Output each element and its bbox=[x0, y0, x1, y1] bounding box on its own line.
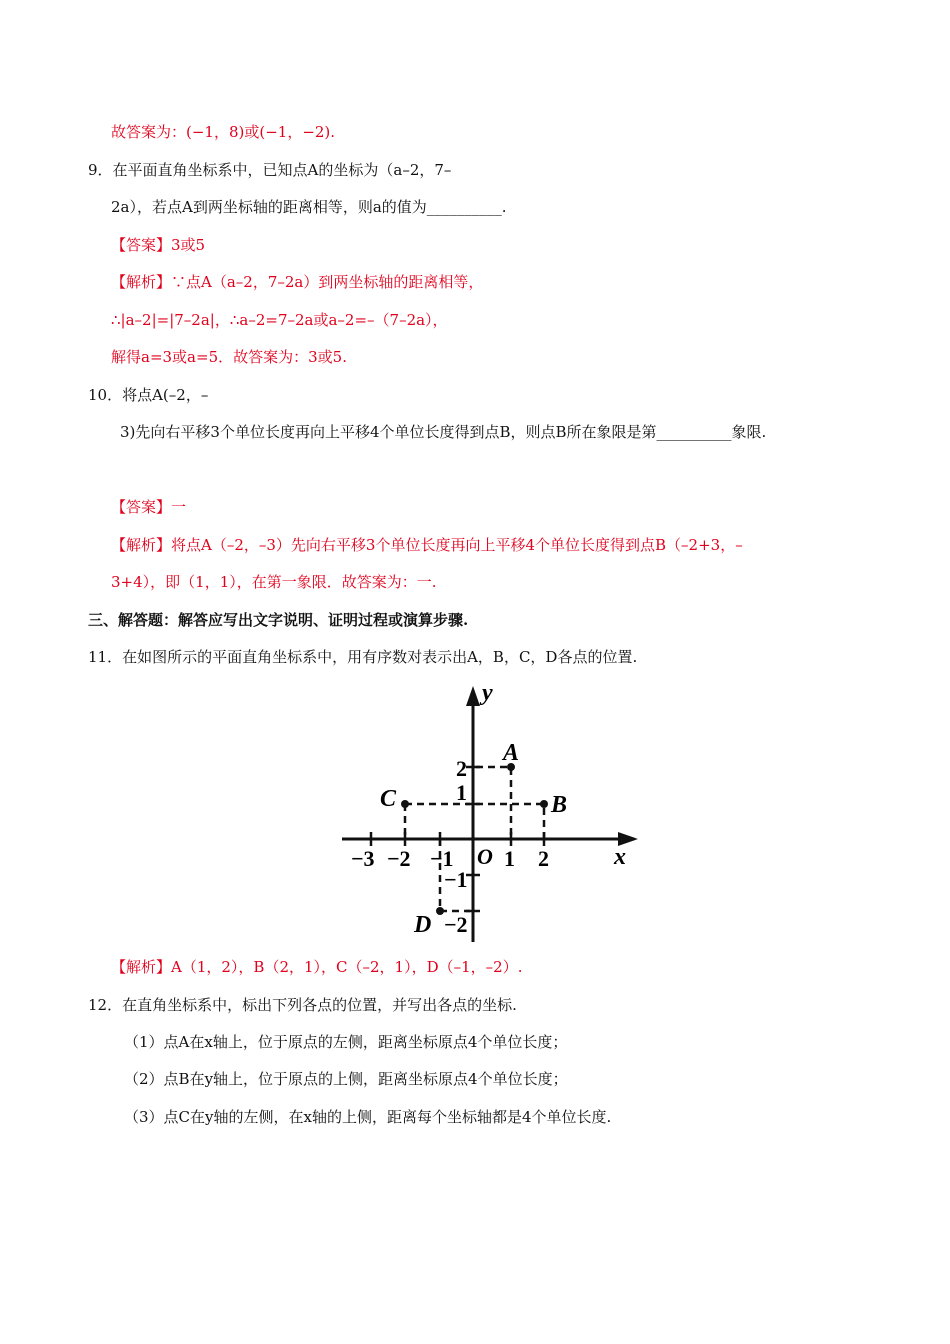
x-tick-label: 2 bbox=[538, 846, 549, 871]
point-b-label: B bbox=[551, 792, 568, 818]
x-tick-label: −2 bbox=[387, 846, 411, 871]
point-b bbox=[540, 800, 548, 808]
point-d-label: D bbox=[414, 912, 432, 938]
dashed-guide-c bbox=[405, 804, 470, 839]
y-axis-label: y bbox=[482, 680, 493, 706]
point-a-label: A bbox=[503, 740, 520, 766]
question-9: 9．在平面直角坐标系中，已知点A的坐标为（a–2，7– bbox=[88, 161, 452, 179]
answer-9: 【答案】3或5 bbox=[111, 236, 206, 254]
coordinate-figure bbox=[330, 680, 650, 950]
question-12-part-1: （1）点A在x轴上，位于原点的左侧，距离坐标原点4个单位长度； bbox=[124, 1033, 568, 1051]
question-10: 10．将点A(–2，– bbox=[88, 386, 209, 404]
analysis-9-step: ∴|a–2|=|7–2a|，∴a–2=7–2a或a–2=–（7–2a）， bbox=[111, 311, 448, 329]
question-12-part-3: （3）点C在y轴的左侧，在x轴的上侧，距离每个坐标轴都是4个单位长度. bbox=[124, 1108, 612, 1126]
question-9-cont: 2a），若点A到两坐标轴的距离相等，则a的值为__________. bbox=[111, 198, 507, 216]
x-axis-label: x bbox=[614, 844, 626, 870]
question-10-cont: 3)先向右平移3个单位长度再向上平移4个单位长度得到点B，则点B所在象限是第__________象限. bbox=[120, 423, 767, 441]
question-11: 11．在如图所示的平面直角坐标系中，用有序数对表示出A，B，C，D各点的位置. bbox=[88, 648, 638, 666]
analysis-9: 【解析】∵点A（a–2，7–2a）到两坐标轴的距离相等， bbox=[111, 273, 484, 291]
origin-label: O bbox=[477, 844, 493, 869]
x-tick-label: −1 bbox=[430, 846, 454, 871]
question-12: 12．在直角坐标系中，标出下列各点的位置，并写出各点的坐标. bbox=[88, 996, 517, 1014]
y-tick-label: 1 bbox=[456, 780, 467, 805]
y-tick-label: 2 bbox=[456, 756, 467, 781]
answer-10: 【答案】一 bbox=[111, 498, 187, 516]
y-tick-label: −2 bbox=[444, 912, 468, 937]
analysis-9-result: 解得a=3或a=5．故答案为：3或5. bbox=[111, 348, 347, 366]
point-c-label: C bbox=[380, 786, 397, 812]
point-c bbox=[401, 800, 409, 808]
answer-line-8: 故答案为：(−1，8)或(−1，−2). bbox=[111, 123, 336, 141]
x-tick-label: −3 bbox=[351, 846, 375, 871]
question-12-part-2: （2）点B在y轴上，位于原点的上侧，距离坐标原点4个单位长度； bbox=[124, 1070, 568, 1088]
y-tick-label: −1 bbox=[444, 867, 468, 892]
analysis-10: 【解析】将点A（–2，–3）先向右平移3个单位长度再向上平移4个单位长度得到点B（–2+3，– bbox=[111, 536, 743, 554]
point-d bbox=[436, 907, 444, 915]
section-heading: 三、解答题：解答应写出文字说明、证明过程或演算步骤. bbox=[88, 611, 469, 629]
y-axis-arrow bbox=[466, 686, 480, 706]
analysis-10-cont: 3+4），即（1，1），在第一象限．故答案为：一. bbox=[111, 573, 437, 591]
x-tick-label: 1 bbox=[504, 846, 515, 871]
analysis-11: 【解析】A（1，2），B（2，1），C（–2，1），D（–1，–2）. bbox=[111, 958, 523, 976]
